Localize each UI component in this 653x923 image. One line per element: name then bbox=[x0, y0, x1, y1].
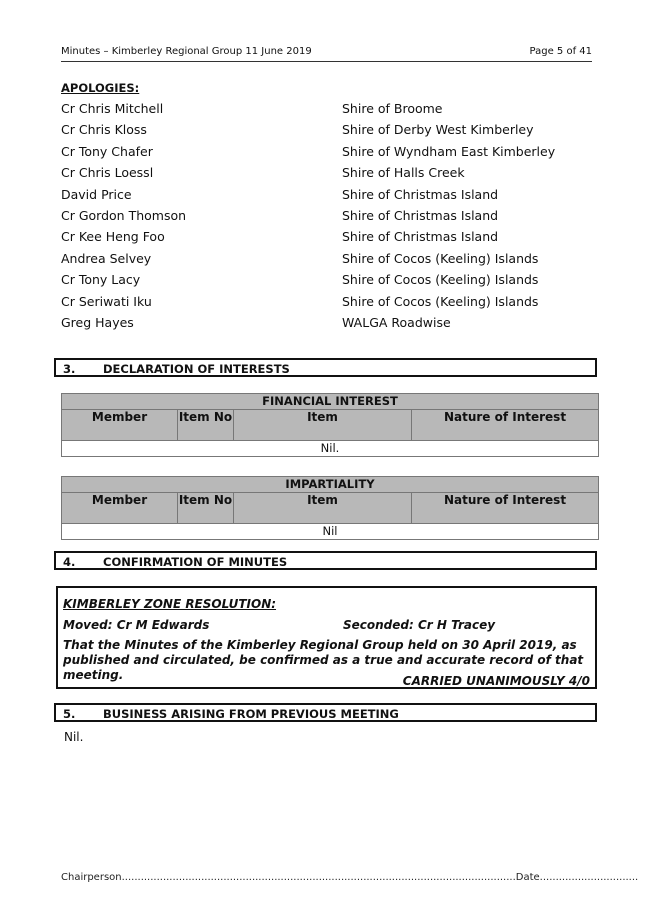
section-title: BUSINESS ARISING FROM PREVIOUS MEETING bbox=[103, 707, 399, 721]
apology-shire: Shire of Cocos (Keeling) Islands bbox=[342, 272, 539, 288]
apology-row bbox=[61, 122, 601, 142]
table-caption: FINANCIAL INTEREST bbox=[62, 394, 599, 410]
apology-shire: Shire of Christmas Island bbox=[342, 208, 499, 223]
apology-name: Cr Seriwati Iku bbox=[61, 293, 152, 309]
column-header: Item bbox=[234, 493, 412, 524]
apology-shire: Shire of Christmas Island bbox=[342, 186, 499, 202]
apology-row bbox=[61, 294, 601, 314]
column-header: Item No bbox=[178, 493, 234, 524]
apology-name: Cr Chris Mitchell bbox=[61, 101, 164, 116]
apology-shire: Shire of Broome bbox=[342, 101, 443, 116]
carried-status: CARRIED UNANIMOUSLY 4/0 bbox=[402, 674, 590, 688]
apology-name: Cr Kee Heng Foo bbox=[61, 229, 165, 245]
apology-name: Cr Tony Chafer bbox=[61, 143, 153, 159]
section-heading-declaration bbox=[54, 358, 597, 377]
apology-row bbox=[61, 315, 601, 335]
apology-shire: WALGA Roadwise bbox=[342, 315, 451, 330]
resolution-heading: KIMBERLEY ZONE RESOLUTION: bbox=[63, 597, 277, 611]
signature-line: Chairperson............................................................................................................................Date............................... bbox=[61, 872, 639, 883]
moved-by: Moved: Cr M Edwards bbox=[63, 618, 210, 632]
section-body-text: Nil. bbox=[64, 730, 84, 744]
column-header: Nature of Interest bbox=[412, 410, 599, 441]
apology-row bbox=[61, 101, 601, 121]
section-number: 4. bbox=[63, 555, 76, 569]
apology-shire: Shire of Cocos (Keeling) Islands bbox=[342, 250, 539, 266]
section-heading-business-arising bbox=[54, 703, 597, 722]
apology-shire: Shire of Halls Creek bbox=[342, 165, 465, 181]
apologies-heading: APOLOGIES: bbox=[61, 81, 140, 95]
apology-row bbox=[61, 251, 601, 271]
apology-row bbox=[61, 165, 601, 185]
column-header: Member bbox=[62, 410, 178, 441]
apology-name: Cr Tony Lacy bbox=[61, 272, 141, 288]
column-header: Item No bbox=[178, 410, 234, 441]
impartiality-table bbox=[61, 476, 599, 540]
table-body-text: Nil. bbox=[62, 441, 599, 457]
apology-row bbox=[61, 229, 601, 249]
motion-text: That the Minutes of the Kimberley Regional Group held on 30 April 2019, as published and circulated, be confirmed as a true and accurate record of that meeting. bbox=[63, 638, 584, 682]
table-body-text: Nil bbox=[62, 524, 599, 540]
section-number: 3. bbox=[63, 362, 76, 376]
section-heading-confirmation bbox=[54, 551, 597, 570]
apology-row bbox=[61, 187, 601, 207]
header-title: Minutes – Kimberley Regional Group 11 June 2019 bbox=[61, 46, 312, 57]
financial-interest-table bbox=[61, 393, 599, 457]
apology-name: Cr Gordon Thomson bbox=[61, 208, 187, 223]
apology-name: Greg Hayes bbox=[61, 315, 134, 330]
apology-shire: Shire of Derby West Kimberley bbox=[342, 122, 534, 138]
table-caption: IMPARTIALITY bbox=[62, 477, 599, 493]
section-number: 5. bbox=[63, 707, 76, 721]
apology-row bbox=[61, 208, 601, 228]
seconded-by: Seconded: Cr H Tracey bbox=[343, 618, 496, 632]
page-number: Page 5 of 41 bbox=[529, 46, 592, 57]
apology-name: Cr Chris Loessl bbox=[61, 165, 154, 181]
column-header: Member bbox=[62, 493, 178, 524]
apology-shire: Shire of Wyndham East Kimberley bbox=[342, 143, 556, 159]
column-header: Nature of Interest bbox=[412, 493, 599, 524]
apology-name: Cr Chris Kloss bbox=[61, 122, 147, 138]
section-title: DECLARATION OF INTERESTS bbox=[103, 362, 290, 376]
apology-row bbox=[61, 144, 601, 164]
resolution-box bbox=[56, 586, 597, 689]
apology-shire: Shire of Christmas Island bbox=[342, 229, 499, 245]
apology-name: Andrea Selvey bbox=[61, 250, 152, 266]
apology-row bbox=[61, 272, 601, 292]
column-header: Item bbox=[234, 410, 412, 441]
apology-name: David Price bbox=[61, 186, 132, 202]
section-title: CONFIRMATION OF MINUTES bbox=[103, 555, 288, 569]
apology-shire: Shire of Cocos (Keeling) Islands bbox=[342, 293, 539, 309]
page-header bbox=[61, 46, 592, 62]
